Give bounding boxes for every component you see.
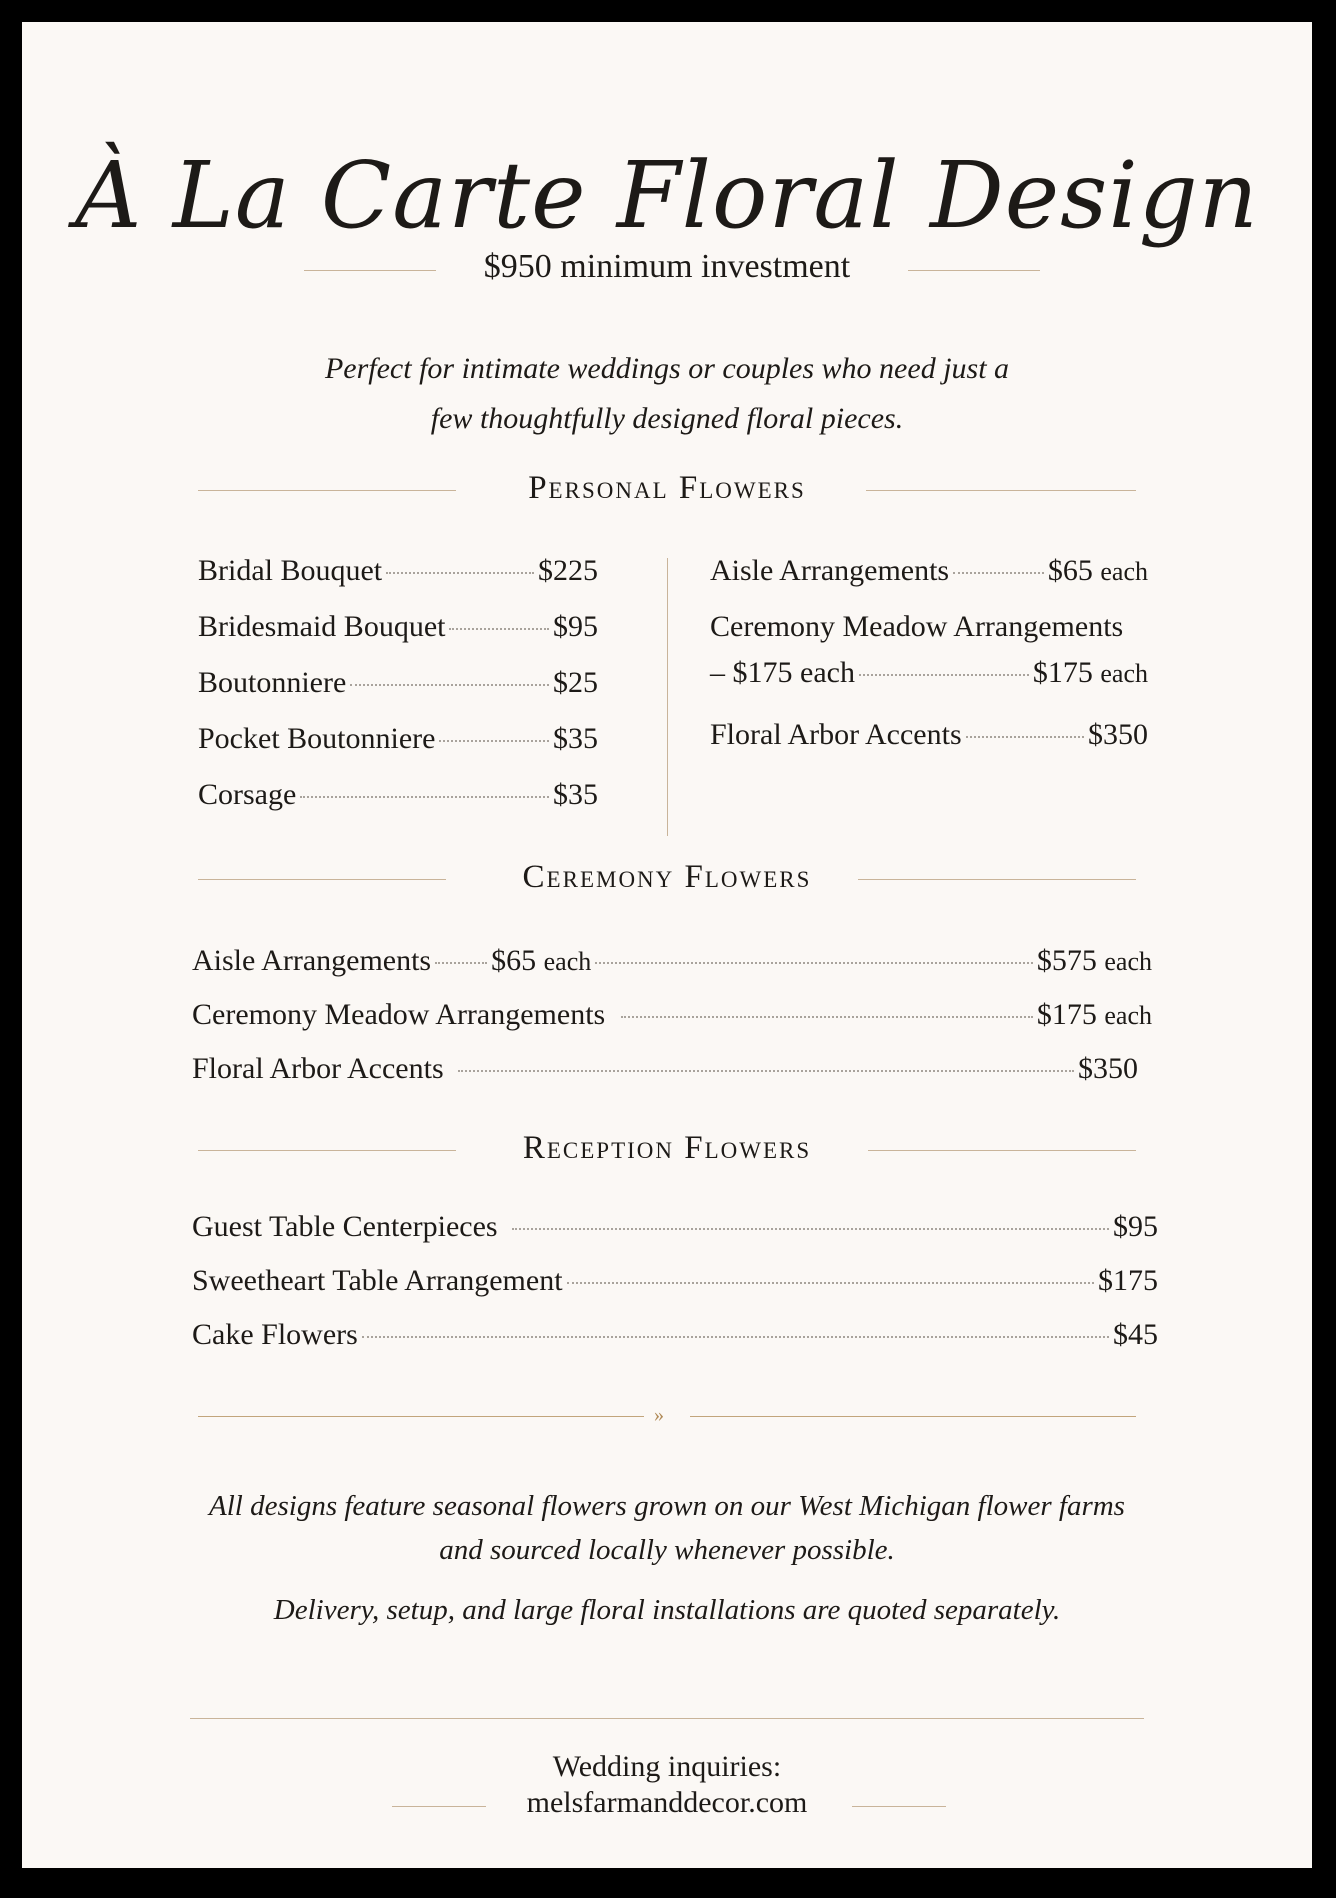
list-item: Pocket Boutonniere $35 <box>198 722 598 755</box>
note-line-2: and sourced locally whenever possible. <box>439 1534 895 1566</box>
list-item: Bridal Bouquet $225 <box>198 554 598 587</box>
list-item: Aisle Arrangements $65 each <box>710 554 1148 587</box>
list-item: Boutonniere $25 <box>198 666 598 699</box>
subtitle-rule-right <box>908 270 1040 271</box>
section-heading-ceremony: Ceremony Flowers <box>522 859 812 895</box>
list-item: Cake Flowers $45 <box>192 1318 1158 1351</box>
note-line-3: Delivery, setup, and large floral installations are quoted separately. <box>273 1594 1061 1626</box>
list-item: Sweetheart Table Arrangement $175 <box>192 1264 1158 1297</box>
section-heading-reception: Reception Flowers <box>522 1130 812 1166</box>
page-title: À La Carte Floral Design <box>75 142 1259 249</box>
tagline-line-2: few thoughtfully designed floral pieces. <box>430 402 904 435</box>
list-item: Guest Table Centerpieces $95 <box>192 1210 1158 1243</box>
list-item: Floral Arbor Accents $350 <box>192 1052 1138 1085</box>
footer-rule <box>190 1718 1144 1719</box>
ornament-rule-right <box>690 1416 1136 1417</box>
column-divider <box>667 558 668 836</box>
website-link[interactable]: melsfarmanddecor.com <box>526 1786 808 1819</box>
ornament-rule-left <box>198 1416 644 1417</box>
list-item: Floral Arbor Accents $350 <box>710 718 1148 751</box>
list-item: Ceremony Meadow Arrangements $175 each <box>192 998 1152 1031</box>
section-rule-right <box>858 879 1136 880</box>
ornament-icon: » <box>654 1404 664 1426</box>
section-heading-personal: Personal Flowers <box>528 470 806 506</box>
section-rule-right <box>868 1150 1136 1151</box>
inquiries-label: Wedding inquiries: <box>552 1750 782 1783</box>
list-item: Corsage $35 <box>198 778 598 811</box>
list-item: Aisle Arrangements $65 each $575 each <box>192 944 1152 977</box>
list-item: Ceremony Meadow Arrangements <box>710 610 1124 643</box>
list-item: – $175 each $175 each <box>710 656 1148 689</box>
website-rule-right <box>852 1806 946 1807</box>
menu-card <box>22 22 1312 1868</box>
list-item: Bridesmaid Bouquet $95 <box>198 610 598 643</box>
note-line-1: All designs feature seasonal flowers grown on our West Michigan flower farms <box>209 1490 1125 1522</box>
minimum-investment: $950 minimum investment <box>483 248 851 285</box>
tagline-line-1: Perfect for intimate weddings or couples who need just a <box>324 352 1010 385</box>
section-rule-right <box>866 490 1136 491</box>
